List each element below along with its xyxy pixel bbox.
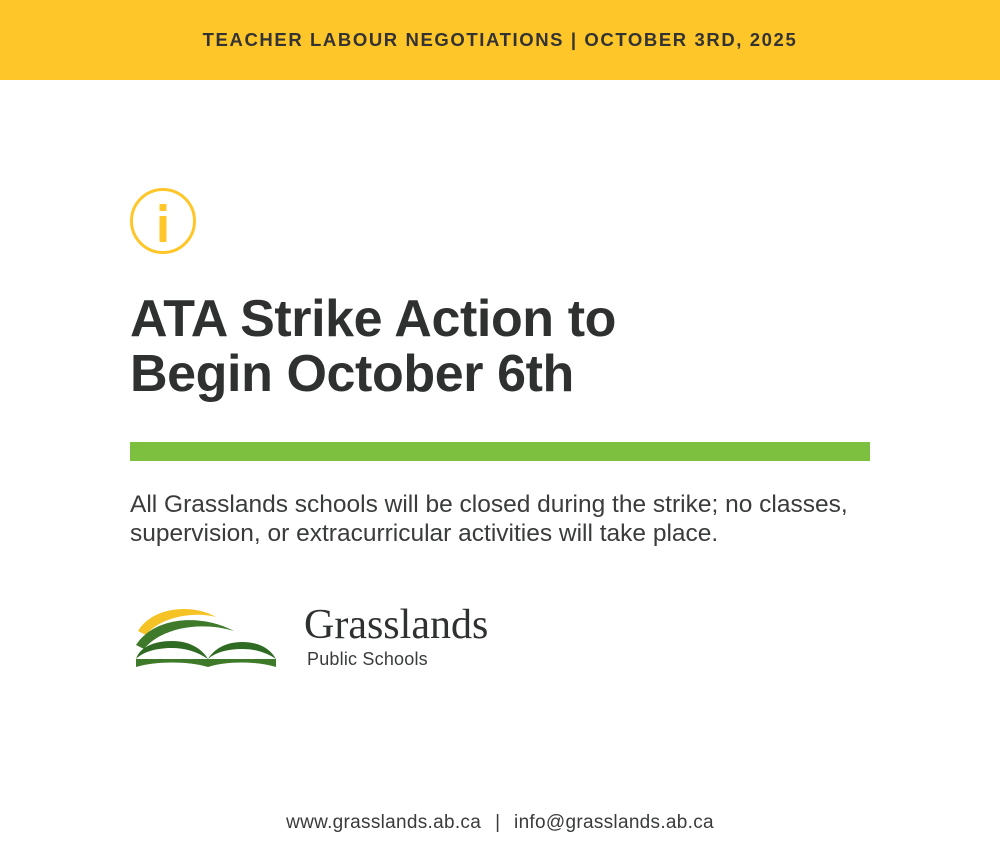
info-icon-stem <box>160 216 167 242</box>
divider-bar <box>130 442 870 461</box>
logo-subtitle: Public Schools <box>307 649 428 670</box>
footer-website[interactable]: www.grasslands.ab.ca <box>286 812 482 833</box>
logo-wordmark <box>304 604 488 668</box>
footer-email[interactable]: info@grasslands.ab.ca <box>514 812 714 833</box>
footer <box>0 780 1000 866</box>
footer-separator: | <box>495 812 501 833</box>
headline-line-2: Begin October 6th <box>130 345 574 404</box>
body-paragraph: All Grasslands schools will be closed during the strike; no classes, supervision, or extracurricular activities will take place. <box>130 491 848 548</box>
main-content <box>0 80 1000 780</box>
organization-logo <box>130 601 870 671</box>
page-title <box>130 292 770 402</box>
top-banner <box>0 0 1000 80</box>
headline-line-1: ATA Strike Action to <box>130 290 617 348</box>
grasslands-logo-mark <box>130 601 290 671</box>
banner-title: TEACHER LABOUR NEGOTIATIONS | OCTOBER 3RD, 2025 <box>202 29 798 50</box>
info-icon <box>130 188 196 254</box>
info-icon-dot <box>160 204 167 211</box>
logo-title: Grasslands <box>304 602 489 649</box>
